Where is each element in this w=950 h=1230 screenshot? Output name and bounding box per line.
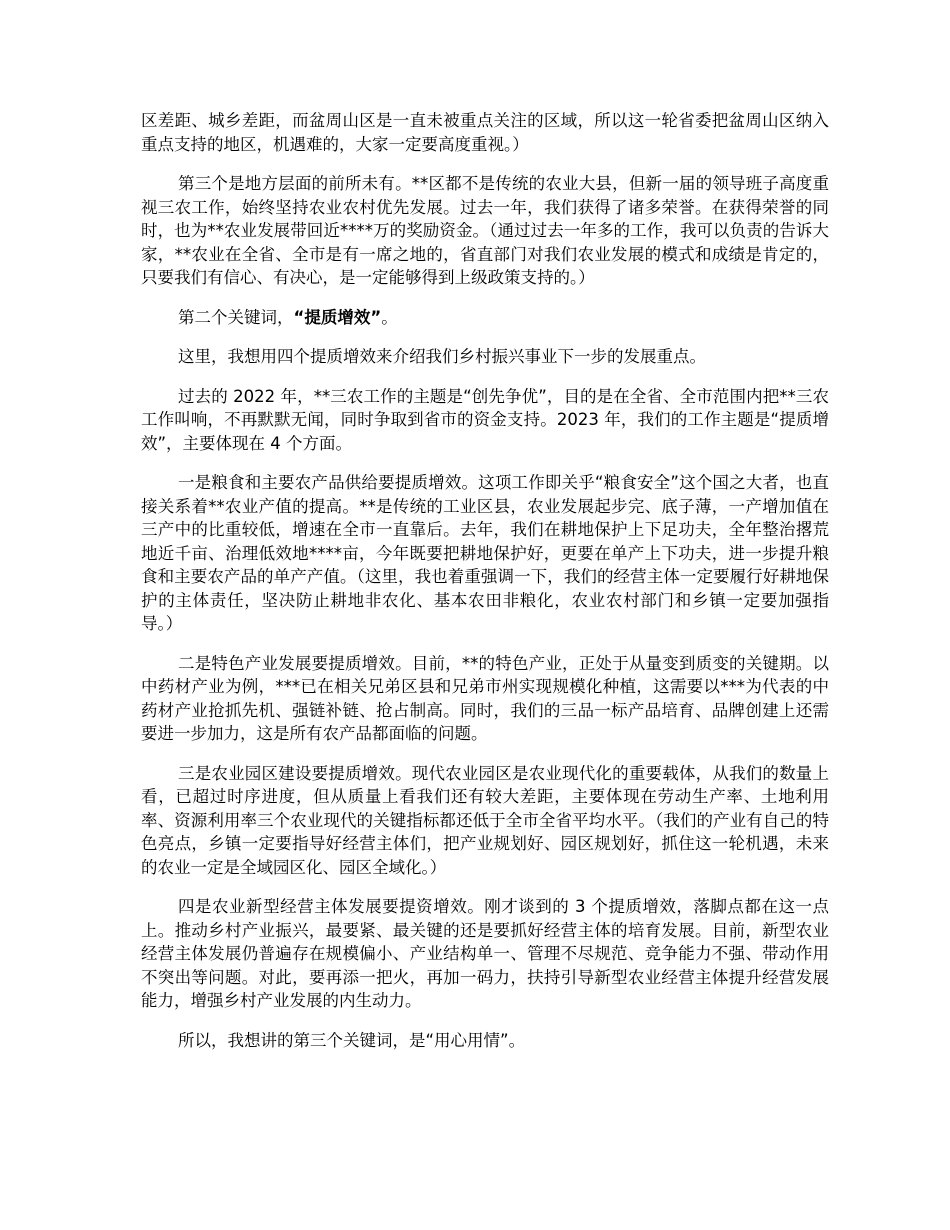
keyword-prefix: 第二个关键词， bbox=[178, 307, 294, 327]
keyword-bold: “提质增效” bbox=[293, 307, 382, 327]
paragraph-10: 所以，我想讲的第三个关键词，是“用心用情”。 bbox=[178, 1030, 526, 1050]
paragraph-1: 区差距、城乡差距，而盆周山区是一直未被重点关注的区域，所以这一轮省委把盆周山区纳入重点支持的地区，机遇难的，大家一定要高度重视。） bbox=[141, 111, 829, 154]
keyword-suffix: 。 bbox=[381, 307, 398, 327]
document-page bbox=[141, 109, 829, 1068]
paragraph-3-keyword bbox=[141, 306, 829, 330]
paragraph-8: 三是农业园区建设要提质增效。现代农业园区是农业现代化的重要载体，从我们的数量上看，已超过时序进度，但从质量上看我们还有较大差距，主要体现在劳动生产率、土地利用率、资源利用率三个农业现代的关键指标都还低于全市全省平均水平。（我们的产业有自己的特色亮点，乡镇一定要指导好经营主体们，把产业规划好、园区规划好，抓住这一轮机遇，未来的农业一定是全域园区化、园区全域化。） bbox=[141, 763, 829, 877]
paragraph-9: 四是农业新型经营主体发展要提资增效。刚才谈到的 3 个提质增效，落脚点都在这一点上。推动乡村产业振兴，最要紧、最关键的还是要抓好经营主体的培育发展。目前，新型农业经营主体发展仍普遍存在规模偏小、产业结构单一、管理不尽规范、竞争能力不强、带动作用不突出等问题。对此，要再添一把火，再加一码力，扶持引导新型农业经营主体提升经营发展能力，增强乡村产业发展的内生动力。 bbox=[141, 897, 829, 1010]
paragraph-7: 二是特色产业发展要提质增效。目前，**的特色产业，正处于从量变到质变的关键期。以中药材产业为例，***已在相关兄弟区县和兄弟市州实现规模化种植，这需要以***为代表的中药材产业抢抓先机、强链补链、抢占制高。同时，我们的三品一标产品培育、品牌创建上还需要进一步加力，这是所有农产品都面临的问题。 bbox=[141, 653, 829, 743]
paragraph-5: 过去的 2022 年，**三农工作的主题是“创先争优”，目的是在全省、全市范围内把**三农工作叫响，不再默默无闻，同时争取到省市的资金支持。2023 年，我们的工作主题是“提质增效”，主要体现在 4 个方面。 bbox=[141, 386, 829, 453]
paragraph-6: 一是粮食和主要农产品供给要提质增效。这项工作即关乎“粮食安全”这个国之大者，也直接关系着**农业产值的提高。**是传统的工业区县，农业发展起步完、底子薄，一产增加值在三产中的比重较低，增速在全市一直靠后。去年，我们在耕地保护上下足功夫，全年整治撂荒地近千亩、治理低效地****亩，今年既要把耕地保护好，更要在单产上下功夫，进一步提升粮食和主要农产品的单产产值。（这里，我也着重强调一下，我们的经营主体一定要履行好耕地保护的主体责任，坚决防止耕地非农化、基本农田非粮化，农业农村部门和乡镇一定要加强指导。） bbox=[141, 473, 829, 633]
paragraph-4: 这里，我想用四个提质增效来介绍我们乡村振兴事业下一步的发展重点。 bbox=[178, 347, 706, 366]
paragraph-2: 第三个是地方层面的前所未有。**区都不是传统的农业大县，但新一届的领导班子高度重视三农工作，始终坚持农业农村优先发展。过去一年，我们获得了诸多荣誉。在获得荣誉的同时，也为**农业发展带回近****万的奖励资金。（通过过去一年多的工作，我可以负责的告诉大家，**农业在全省、全市是有一席之地的，省直部门对我们农业发展的模式和成绩是肯定的，只要我们有信心、有决心，是一定能够得到上级政策支持的。） bbox=[141, 174, 829, 287]
